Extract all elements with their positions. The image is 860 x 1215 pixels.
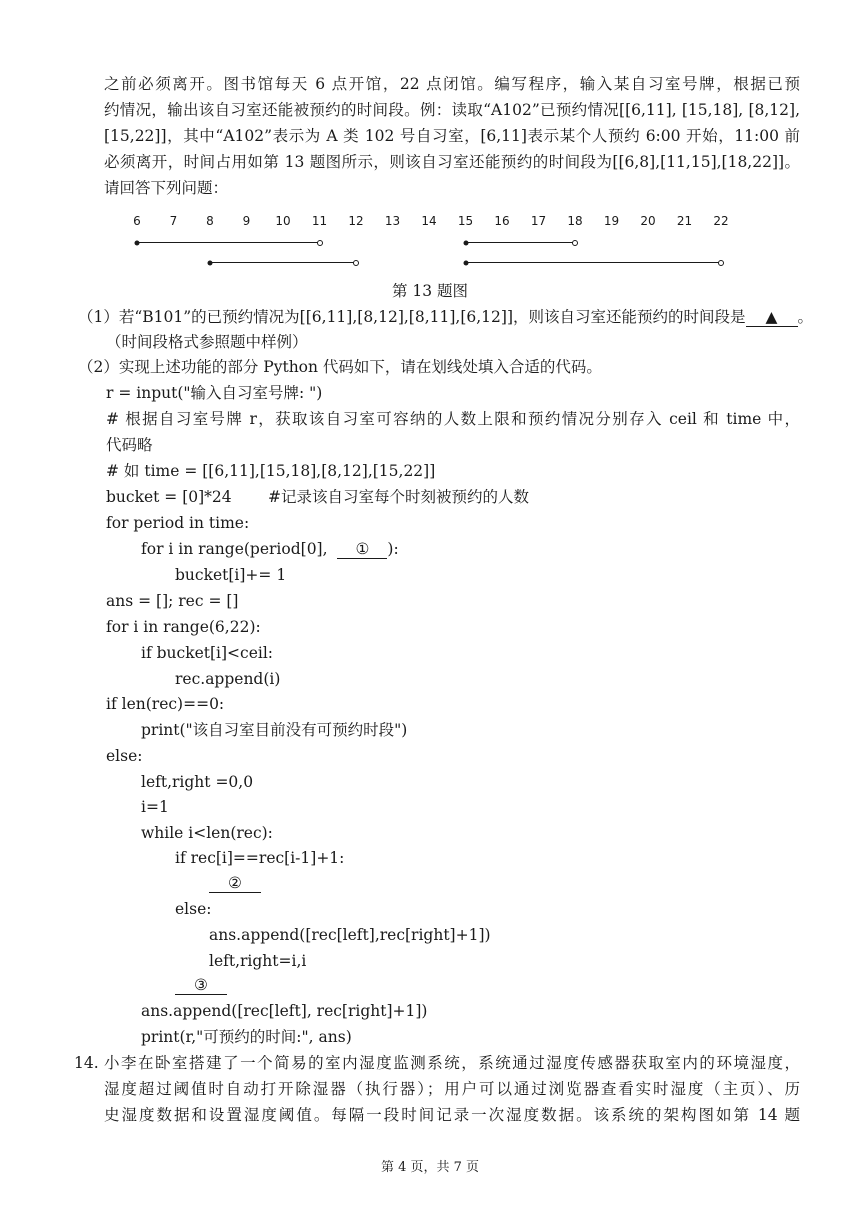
figure-caption: 第 13 题图 — [391, 282, 469, 300]
question-2: （2）实现上述功能的部分 Python 代码如下，请在划线处填入合适的代码。 — [78, 358, 602, 376]
code-line: rec.append(i) — [175, 670, 281, 688]
question-1 — [78, 307, 813, 327]
code-line: if bucket[i]<ceil: — [141, 644, 274, 662]
tick-label-6: 6 — [133, 214, 141, 228]
interval-end-open-dot — [572, 240, 578, 246]
interval-segment — [466, 242, 576, 243]
code-text: for i in range(period[0], — [141, 540, 328, 558]
intro-line-4: 必须离开，时间占用如第 13 题图所示，则该自习室还能预约的时间段为[[6,8],[11,15],[18,22]]。 — [104, 153, 800, 171]
tick-label-14: 14 — [421, 214, 437, 228]
interval-end-open-dot — [353, 260, 359, 266]
interval-start-dot — [208, 260, 213, 265]
intro-line-3: [15,22]]，其中“A102”表示为 A 类 102 号自习室，[6,11]表示某个人预约 6:00 开始，11:00 前 — [104, 127, 800, 145]
code-line: i=1 — [141, 798, 169, 816]
interval-segment — [137, 242, 320, 243]
code-line-blank-2 — [209, 873, 261, 893]
interval-segment — [466, 262, 722, 263]
code-comment: # 如 time = [[6,11],[15,18],[8,12],[15,22]] — [106, 462, 436, 480]
tick-label-16: 16 — [494, 214, 510, 228]
tick-label-8: 8 — [206, 214, 214, 228]
code-line: else: — [106, 747, 143, 765]
question-14-line-3: 史湿度数据和设置湿度阈值。每隔一段时间记录一次湿度数据。该系统的架构图如第 14 题 — [104, 1106, 800, 1124]
tick-label-11: 11 — [311, 214, 328, 228]
code-line: print("该自习室目前没有可预约时段") — [141, 721, 408, 739]
code-line: left,right =0,0 — [141, 773, 254, 791]
code-line: for i in range(6,22): — [106, 618, 261, 636]
code-line-blank-1 — [141, 539, 399, 559]
code-line: print(r,"可预约的时间:", ans) — [141, 1028, 352, 1046]
code-line: bucket = [0]*24 — [106, 488, 232, 506]
code-line: if rec[i]==rec[i-1]+1: — [175, 849, 345, 867]
code-comment: #记录该自习室每个时刻被预约的人数 — [268, 488, 529, 506]
tick-label-19: 19 — [603, 214, 620, 228]
tick-label-7: 7 — [169, 214, 178, 228]
intro-line-2: 约情况，输出该自习室还能被预约的时间段。例：读取“A102”已预约情况[[6,11], [15,18], [8,12], — [104, 101, 800, 119]
tick-label-9: 9 — [242, 214, 251, 228]
answer-blank-1: ▲ — [746, 308, 798, 327]
interval-start-dot — [463, 260, 468, 265]
question-14-line-1: 小李在卧室搭建了一个简易的室内湿度监测系统，系统通过湿度传感器获取室内的环境湿度， — [104, 1054, 800, 1072]
tick-label-10: 10 — [275, 214, 291, 228]
answer-blank-circle-3: ③ — [175, 976, 227, 995]
question-14-number: 14. — [74, 1054, 99, 1072]
code-line: r = input("输入自习室号牌: ") — [106, 384, 323, 402]
code-comment: # 根据自习室号牌 r，获取该自习室可容纳的人数上限和预约情况分别存入 ceil 和 time 中， — [106, 410, 800, 428]
tick-label-21: 21 — [676, 214, 693, 228]
interval-segment — [210, 262, 356, 263]
question-1-end: 。 — [797, 308, 814, 326]
interval-start-dot — [135, 240, 140, 245]
answer-blank-circle-2: ② — [209, 874, 261, 893]
tick-label-18: 18 — [567, 214, 583, 228]
tick-label-22: 22 — [713, 214, 729, 228]
interval-start-dot — [463, 240, 468, 245]
code-line: bucket[i]+= 1 — [175, 566, 287, 584]
code-text: ): — [387, 540, 399, 558]
tick-label-20: 20 — [640, 214, 656, 228]
tick-label-13: 13 — [384, 214, 401, 228]
tick-label-15: 15 — [457, 214, 474, 228]
code-line: if len(rec)==0: — [106, 695, 225, 713]
code-line: ans = []; rec = [] — [106, 592, 239, 610]
interval-end-open-dot — [317, 240, 323, 246]
code-line: left,right=i,i — [209, 952, 307, 970]
code-line: ans.append([rec[left], rec[right]+1]) — [141, 1002, 428, 1020]
question-14-line-2: 湿度超过阈值时自动打开除湿器（执行器）；用户可以通过浏览器查看实时湿度（主页）、历 — [104, 1080, 800, 1098]
code-line: else: — [175, 900, 212, 918]
tick-label-17: 17 — [530, 214, 547, 228]
code-comment-cont: 代码略 — [106, 436, 153, 454]
answer-blank-circle-1: ① — [337, 540, 387, 559]
code-line-blank-3 — [175, 975, 227, 995]
question-1-text: （1）若“B101”的已预约情况为[[6,11],[8,12],[8,11],[6,12]]，则该自习室还能预约的时间段是 — [78, 308, 746, 326]
intro-line-1: 之前必须离开。图书馆每天 6 点开馆，22 点闭馆。编写程序，输入某自习室号牌，根据已预 — [104, 75, 800, 93]
code-line: while i<len(rec): — [141, 824, 273, 842]
code-line: for period in time: — [106, 514, 250, 532]
page-footer: 第 4 页，共 7 页 — [380, 1160, 480, 1175]
code-line: ans.append([rec[left],rec[right]+1]) — [209, 926, 491, 944]
question-1-note: （时间段格式参照题中样例） — [106, 333, 308, 351]
tick-label-12: 12 — [348, 214, 364, 228]
interval-end-open-dot — [718, 260, 724, 266]
intro-line-5: 请回答下列问题： — [104, 179, 229, 197]
